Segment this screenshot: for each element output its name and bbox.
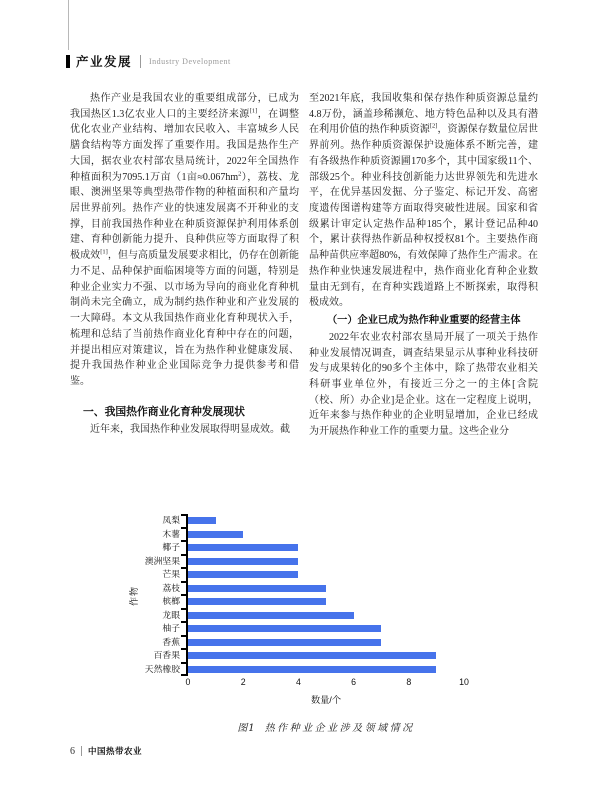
x-axis-label: 数量/个 [310,695,342,705]
bar [188,544,298,551]
bar-row [188,595,464,609]
left-column [70,91,299,438]
section-title-en: Industry Development [149,56,231,66]
x-axis-ticks [185,676,469,689]
x-axis-tick-label: 6 [351,677,357,687]
bar-row [188,514,464,528]
header-divider [140,55,141,68]
x-axis-tick-label: 10 [459,677,469,687]
bar-row [188,528,464,542]
bar [188,652,436,659]
reference-superscript: 2 [238,170,242,178]
y-axis-tick [181,594,186,596]
category-label: 木薯 [162,528,180,539]
bar [188,531,243,538]
x-axis-tick-label: 8 [406,677,412,687]
figure-title: 热作种业企业涉及领域情况 [264,723,415,734]
reference-superscript: [2] [429,123,438,131]
section-title-cn: 产业发展 [76,55,133,69]
section-heading: （一）企业已成为热作种业重要的经营主体 [327,315,521,327]
header-block-icon [66,55,70,68]
category-label: 澳洲坚果 [144,555,180,566]
figure-caption [186,719,466,734]
x-axis-tick-label: 0 [185,677,191,687]
category-label: 椰子 [162,542,180,552]
category-label: 槟榔 [162,596,180,606]
y-axis-tick [181,514,186,516]
reference-superscript: [1] [249,107,258,115]
figure-1-bar-chart [70,508,470,706]
bar [188,666,436,673]
page-number: 6 [70,745,75,757]
category-label: 荔枝 [162,582,180,593]
bar [188,571,298,578]
y-axis-tick [181,581,186,583]
y-axis-tick [181,567,186,569]
bar-row [188,663,464,677]
category-label: 天然橡胶 [144,663,180,674]
bar-row [188,636,464,650]
right-column [309,91,538,440]
bar [188,585,326,592]
section-heading: 一、我国热作商业化育种发展现状 [83,405,245,418]
bar-row [188,555,464,569]
bar-row [188,609,464,623]
y-axis-tick [181,554,186,556]
bar-row [188,541,464,555]
paragraph: 至2021年底，我国收集和保存热作种质资源总量约4.8万份，涵盖珍稀濒危、地方特色品种以及具有潜在利用价值的热作种质资源[2]，资源保存数量位居世界前列。热作种质资源保护设施体系不断完善，建有各级热作种质资源圃170多个，其中国家级11个、部级25个。种业科技创新能力达世界领先和先进水平，在优异基因发掘、分子鉴定、标记开发、高密度遗传图谱构建等方面取得突破性进展。国家和省级累计审定认定热作品种185个，累计登记品种40个，累计获得热作新品种权授权81个。主要热作商品种苗供应率超80%，有效保障了热作生产需求。在热作种业快速发展进程中，热作商业化育种企业数量由无到有，在育种实践道路上不断探索，取得积极成效。 [309,93,539,309]
x-axis-tick-label: 2 [240,677,246,687]
bar-row [188,568,464,582]
y-axis-tick [181,540,186,542]
bar [188,612,354,619]
y-axis-tick [181,662,186,664]
category-label: 香蕉 [162,636,180,647]
bars-area [186,514,464,676]
category-label: 百香果 [153,650,180,660]
bar-row [188,649,464,663]
page-header [66,52,231,70]
margin-rule [68,0,69,50]
bar [188,639,381,646]
reference-superscript: [1] [100,248,108,256]
footer-divider [81,746,82,756]
y-axis-tick [181,608,186,610]
paragraph: 热作产业是我国农业的重要组成部分，已成为我国热区1.3亿农业人口的主要经济来源[1]，在调整优化农业产业结构、增加农民收入、丰富城乡人民膳食结构等方面发挥了重要作用。我国是热作生产大国，据农业农村部农垦局统计，2022年全国热作种植面积为7095.1万亩（1亩$\approx 0.067hm^2$），荔枝、龙眼、澳洲坚果等典型热带作物的种植面积和产量均居世界前列。热作产业的快速发展离不开种业的支撑，目前我国热作种业在种质资源保护利用体系创建、育种创新能力提升、良种供应等方面取得了积极成效[1]，但与高质量发展要求相比，仍存在创新能力不足、品种保护面临困境等方面的问题，特别是种业企业实力不强、以市场为导向的商业化育种机制尚未完全确立，成为制约热作种业和产业发展的一大障碍。本文从我国热作商业化育种现状入手，梳理和总结了当前热作商业化育种中存在的问题，并提出相应对策建议，旨在为热作种业健康发展、提升我国热作种业企业国际竞争力提供参考和借鉴。 [70,93,300,387]
bar [188,598,326,605]
paragraph: 2022年农业农村部农垦局开展了一项关于热作种业发展情况调查，调查结果显示从事种业科技研发与成果转化的90多个主体中，除了热带农业相关科研事业单位外，有接近三分之一的主体[含院（校、所）办企业]是企业。这在一定程度上说明，近年来参与热作种业的企业明显增加，企业已经成为开展热作种业工作的重要力量。这些企业分 [309,331,538,438]
y-axis-tick [181,674,186,676]
bar [188,517,216,524]
category-label: 龙眼 [162,609,180,620]
category-label: 柚子 [162,623,180,633]
journal-name: 中国热带农业 [88,746,143,756]
y-axis-label: 作物 [129,585,139,606]
figure-number: 图1 [237,723,256,734]
paragraph: 近年来，我国热作种业发展取得明显成效。截 [90,424,290,436]
y-axis-tick [181,635,186,637]
y-axis-tick [181,621,186,623]
page-footer [70,745,142,757]
bar-row [188,582,464,596]
y-axis-tick [181,527,186,529]
y-axis-tick [181,648,186,650]
bar-row [188,622,464,636]
category-label: 芒果 [162,569,180,579]
x-axis-tick-label: 4 [295,677,301,687]
bar [188,625,381,632]
bar [188,558,298,565]
category-label: 凤梨 [162,515,180,525]
